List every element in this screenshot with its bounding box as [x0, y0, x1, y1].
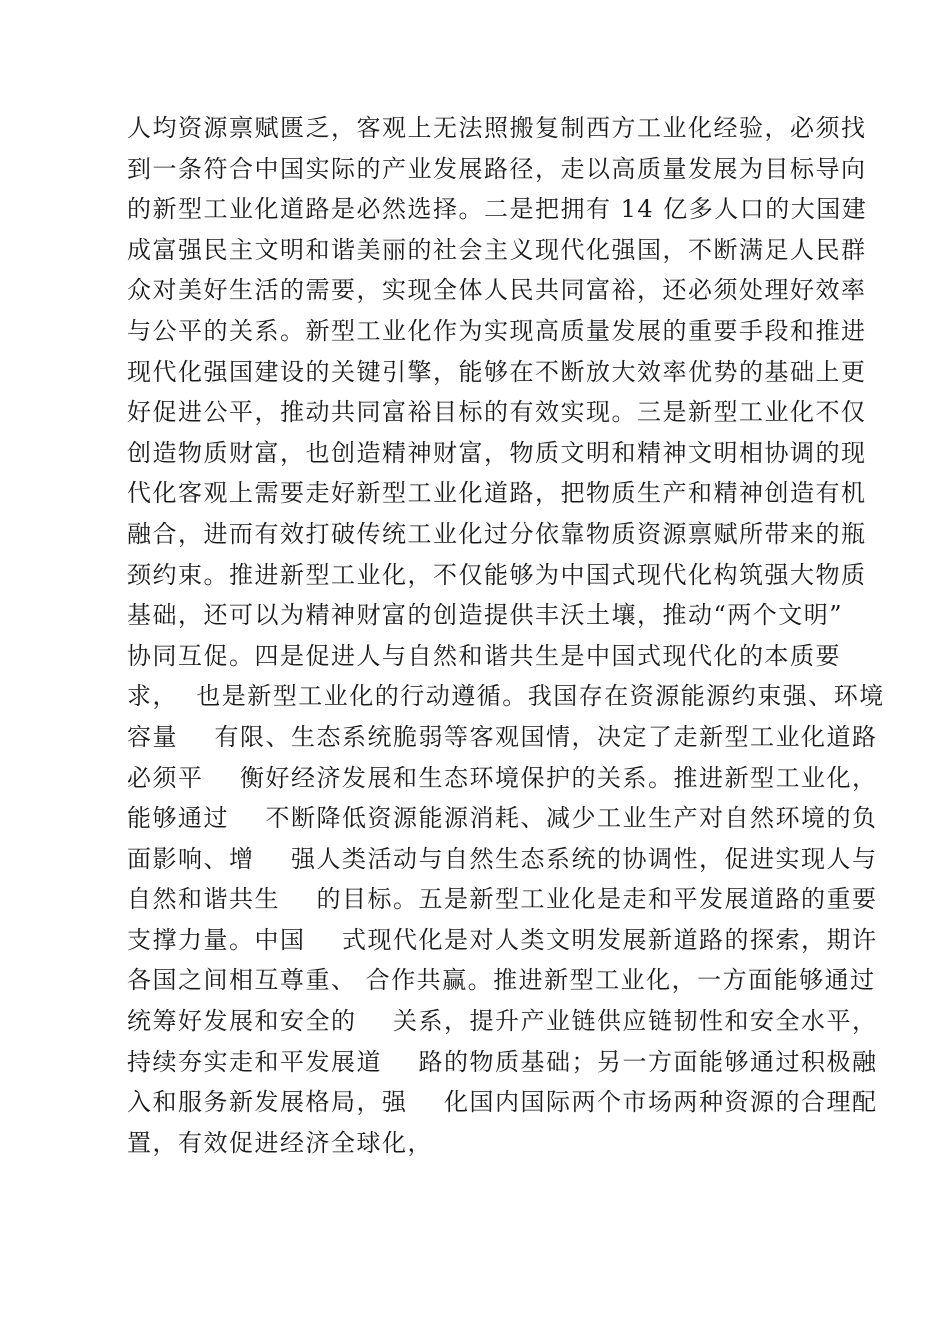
- text-line: 成富强民主文明和谐美丽的社会主义现代化强国，不断满足人民群: [127, 235, 867, 264]
- body-text: [127, 108, 887, 1163]
- text-line: 与公平的关系。新型工业化作为实现高质量发展的重要手段和推进: [127, 316, 867, 345]
- text-line: 好促进公平，推动共同富裕目标的有效实现。三是新型工业化不仅: [127, 398, 867, 427]
- text-line: 入和服务新发展格局，强 化国内国际两个市场两种资源的合理配: [127, 1088, 878, 1117]
- text-line: 创造物质财富，也创造精神财富，物质文明和精神文明相协调的现: [127, 438, 867, 467]
- text-line: 求， 也是新型工业化的行动遵循。我国存在资源能源约束强、环境: [127, 682, 885, 711]
- text-line: 代化客观上需要走好新型工业化道路，把物质生产和精神创造有机: [127, 479, 867, 508]
- text-line: 的新型工业化道路是必然选择。二是把拥有 14 亿多人口的大国建: [127, 195, 868, 224]
- text-line: 颈约束。推进新型工业化，不仅能够为中国式现代化构筑强大物质: [127, 560, 867, 589]
- text-line: 持续夯实走和平发展道 路的物质基础；另一方面能够通过积极融: [127, 1047, 878, 1076]
- text-line: 必须平 衡好经济发展和生态环境保护的关系。推进新型工业化，: [127, 763, 878, 792]
- text-line: 人均资源禀赋匮乏，客观上无法照搬复制西方工业化经验，必须找: [127, 114, 867, 142]
- text-line: 面影响、增 强人类活动与自然生态系统的协调性，促进实现人与: [127, 844, 878, 873]
- text-line: 容量 有限、生态系统脆弱等客观国情，决定了走新型工业化道路: [127, 722, 878, 751]
- text-line: 融合，进而有效打破传统工业化过分依靠物质资源禀赋所带来的瓶: [127, 519, 867, 548]
- text-line: 支撑力量。中国 式现代化是对人类文明发展新道路的探索，期许: [127, 925, 878, 954]
- text-line: 基础，还可以为精神财富的创造提供丰沃土壤，推动“两个文明”: [127, 601, 844, 630]
- text-line: 协同互促。四是促进人与自然和谐共生是中国式现代化的本质要: [127, 641, 841, 670]
- text-line: 能够通过 不断降低资源能源消耗、减少工业生产对自然环境的负: [127, 804, 878, 833]
- text-line: 各国之间相互尊重、 合作共赢。推进新型工业化，一方面能够通过: [127, 966, 876, 995]
- text-line: 到一条符合中国实际的产业发展路径，走以高质量发展为目标导向: [127, 154, 867, 183]
- text-line: 众对美好生活的需要，实现全体人民共同富裕，还必须处理好效率: [127, 276, 867, 305]
- text-line: 置，有效促进经济全球化，: [127, 1128, 433, 1157]
- text-line: 统筹好发展和安全的 关系，提升产业链供应链韧性和安全水平，: [127, 1007, 878, 1036]
- text-line: 现代化强国建设的关键引擎，能够在不断放大效率优势的基础上更: [127, 357, 867, 386]
- text-line: 自然和谐共生 的目标。五是新型工业化是走和平发展道路的重要: [127, 885, 878, 914]
